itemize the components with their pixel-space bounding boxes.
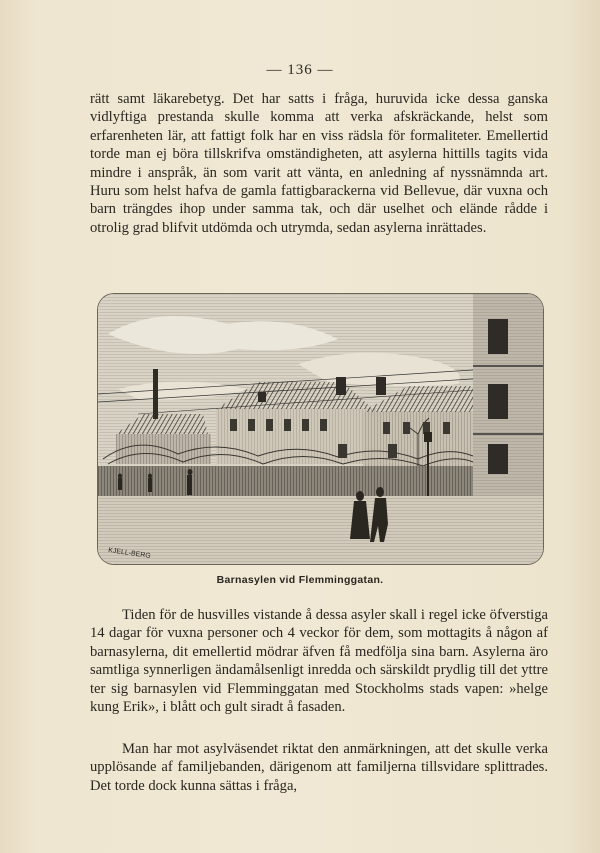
engraver-signature: KJELL-BERG [107,547,152,560]
illustration-barnasylen [98,294,543,564]
paragraph-3: Man har mot asylväsendet riktat den anmärkningen, att det skulle verka upplösande af familjebanden, därigenom att familjerna tillsvidare splittrades. Det torde dock kunna sättas i fråga, [90,741,548,794]
paragraph-1: rätt samt läkarebetyg. Det har satts i fråga, huruvida icke dessa ganska vidlyftiga prestanda skulle komma att verka afskräckande, helst som erfarenheten lär, att fattigt folk har en viss rädsla för formaliteter. Emellertid torde man ej böra tillskrifva omständigheten, att asylerna hittills tagits vida mindre i anspråk, än som varit att vänta, en anledning af nyssnämnda art. Huru som helst hafva de gamla fattigbarackerna vid Bellevue, där vuxna och barn trängdes ihop under samma tak, och där uselhet och elände rådde i otrolig grad blifvit utdömda och utrymda, sedan asylerna inrättades. [90,91,548,236]
paragraph-2: Tiden för de husvilles vistande å dessa asyler skall i regel icke öfverstiga 14 dagar för vuxna personer och 4 veckor för dem, som mottagits å någon af barnasylerna, dit emellertid mödrar äfven få medfölja sina barn. Asylerna äro samtliga synnerligen ändamålsenligt inredda och särskildt prydlig till det yttre ter sig barnasylen vid Flemminggatan med Stockholms stads vapen: »helge kung Erik», i blått och gult siradt å fasaden. [90,607,548,716]
figure-caption: Barnasylen vid Flemminggatan. [216,574,384,586]
page-number: — 136 — [266,62,334,78]
engraving-svg [98,294,543,564]
